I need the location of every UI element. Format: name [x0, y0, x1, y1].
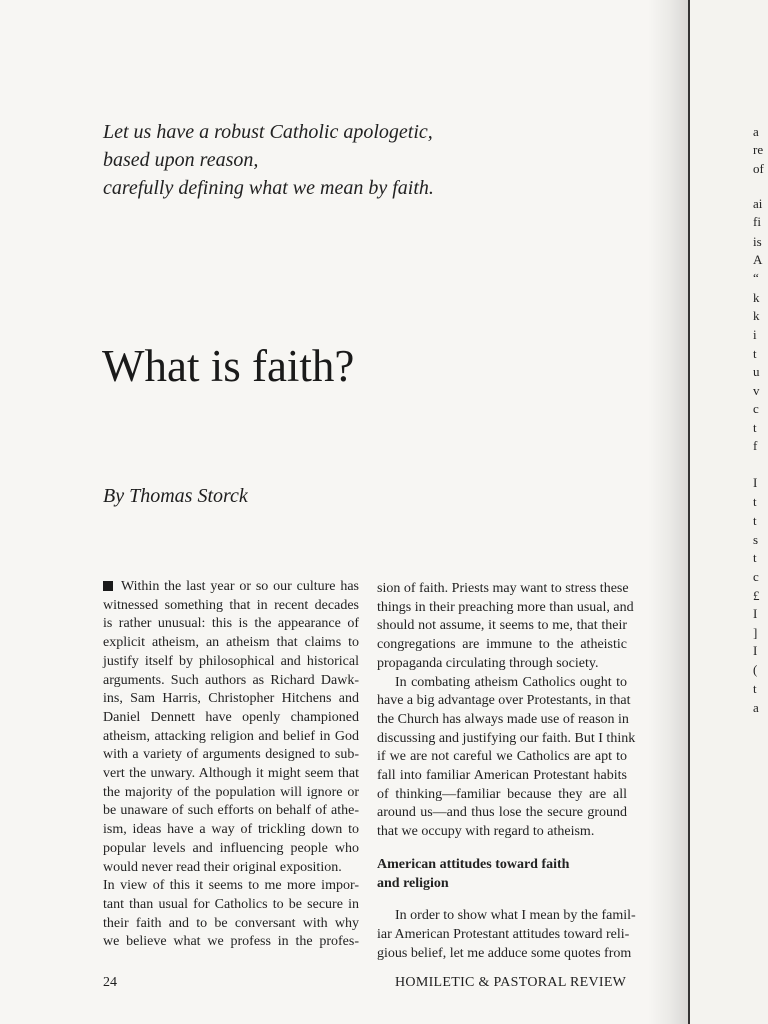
facing-page-fragment: ] [753, 625, 758, 640]
facing-page-fragment: I [753, 643, 758, 658]
facing-page-fragment: I [753, 606, 758, 621]
body-column-right [377, 580, 636, 963]
facing-page-fragment: t [753, 550, 757, 565]
page-number: 24 [103, 975, 117, 990]
section-heading: American attitudes toward faith and religion [377, 856, 570, 891]
facing-page-fragment: ai [753, 196, 763, 211]
body-column-left [103, 578, 359, 952]
facing-page-fragment: t [753, 494, 757, 509]
facing-page-fragment: a [753, 700, 759, 715]
facing-page-fragment: “ [753, 270, 759, 285]
journal-name: HOMILETIC & PASTORAL REVIEW [395, 975, 627, 990]
facing-page-fragment: t [753, 513, 757, 528]
facing-page-fragment: £ [753, 588, 760, 603]
facing-page-fragment: i [753, 327, 757, 342]
facing-page-fragment: ( [753, 662, 758, 677]
section-start-square-icon [103, 581, 113, 591]
facing-page-fragment: v [753, 383, 760, 398]
epigraph-line: Let us have a robust Catholic apologetic, [103, 121, 433, 143]
facing-page-fragment: is [753, 234, 762, 249]
facing-page-fragment: s [753, 532, 759, 547]
epigraph-line: carefully defining what we mean by faith. [103, 177, 434, 199]
facing-page-fragment: k [753, 290, 760, 305]
article-title: What is faith? [102, 341, 355, 391]
facing-page-fragment: t [753, 420, 757, 435]
facing-page-fragment: t [753, 681, 757, 696]
facing-page-fragment: A [753, 252, 763, 267]
body-paragraph: In combating atheism Catholics ought to have a big advantage over Protestants, in that the Church has always made use of reason in discussing and justifying our faith. But I think if we are not careful we Catholics are apt to fall into familiar American Protestant habits of thinking—familiar because they are all around us—and thus lose the secure ground that we occupy with regard to atheism. [377, 674, 636, 840]
facing-page-fragment: k [753, 308, 760, 323]
author-byline: By Thomas Storck [103, 485, 248, 507]
epigraph-line: based upon reason, [103, 149, 259, 171]
facing-page-fragment: a [753, 124, 759, 139]
facing-page-fragment: t [753, 346, 757, 361]
page-gutter-shadow [648, 0, 688, 1024]
page-gutter-line [688, 0, 690, 1024]
facing-page-fragment: of [753, 161, 764, 176]
facing-page-fragment: re [753, 142, 764, 157]
facing-page-fragment: fi [753, 214, 761, 229]
body-paragraph: In order to show what I mean by the famil- iar American Protestant attitudes toward reli- gious belief, let me adduce some quotes from [377, 908, 636, 961]
facing-page-fragment: u [753, 364, 760, 379]
facing-page-fragment: I [753, 475, 758, 490]
facing-page-fragment: f [753, 438, 758, 453]
facing-page-fragment: c [753, 569, 759, 584]
body-paragraph: sion of faith. Priests may want to stress these things in their preaching more than usual, and should not assume, it seems to me, that their congregations are immune to the atheistic propaganda circulating through society. [377, 581, 634, 671]
epigraph [103, 118, 533, 202]
facing-page-fragment: c [753, 401, 759, 416]
body-paragraph: Within the last year or so our culture has witnessed something that in recent decades is rather unusual: this is the appearance of explicit atheism, an atheism that claims to justify itself by philosophical and historical arguments. Such authors as Richard Dawk- ins, Sam Harris, Christopher Hitchens and Daniel Dennett have openly championed atheism, attacking religion and belief in God with a variety of arguments designed to sub- vert the unwary. Although it might seem that the majority of the population will ignore or be unaware of such efforts on behalf of athe- ism, ideas have a way of trickling down to popular levels and influencing people who would never read their original exposition. In view of this it seems to me more impor- tant than usual for Catholics to be secure in their faith and to be conversant with why we believe what we profess in the profes- [103, 579, 359, 950]
